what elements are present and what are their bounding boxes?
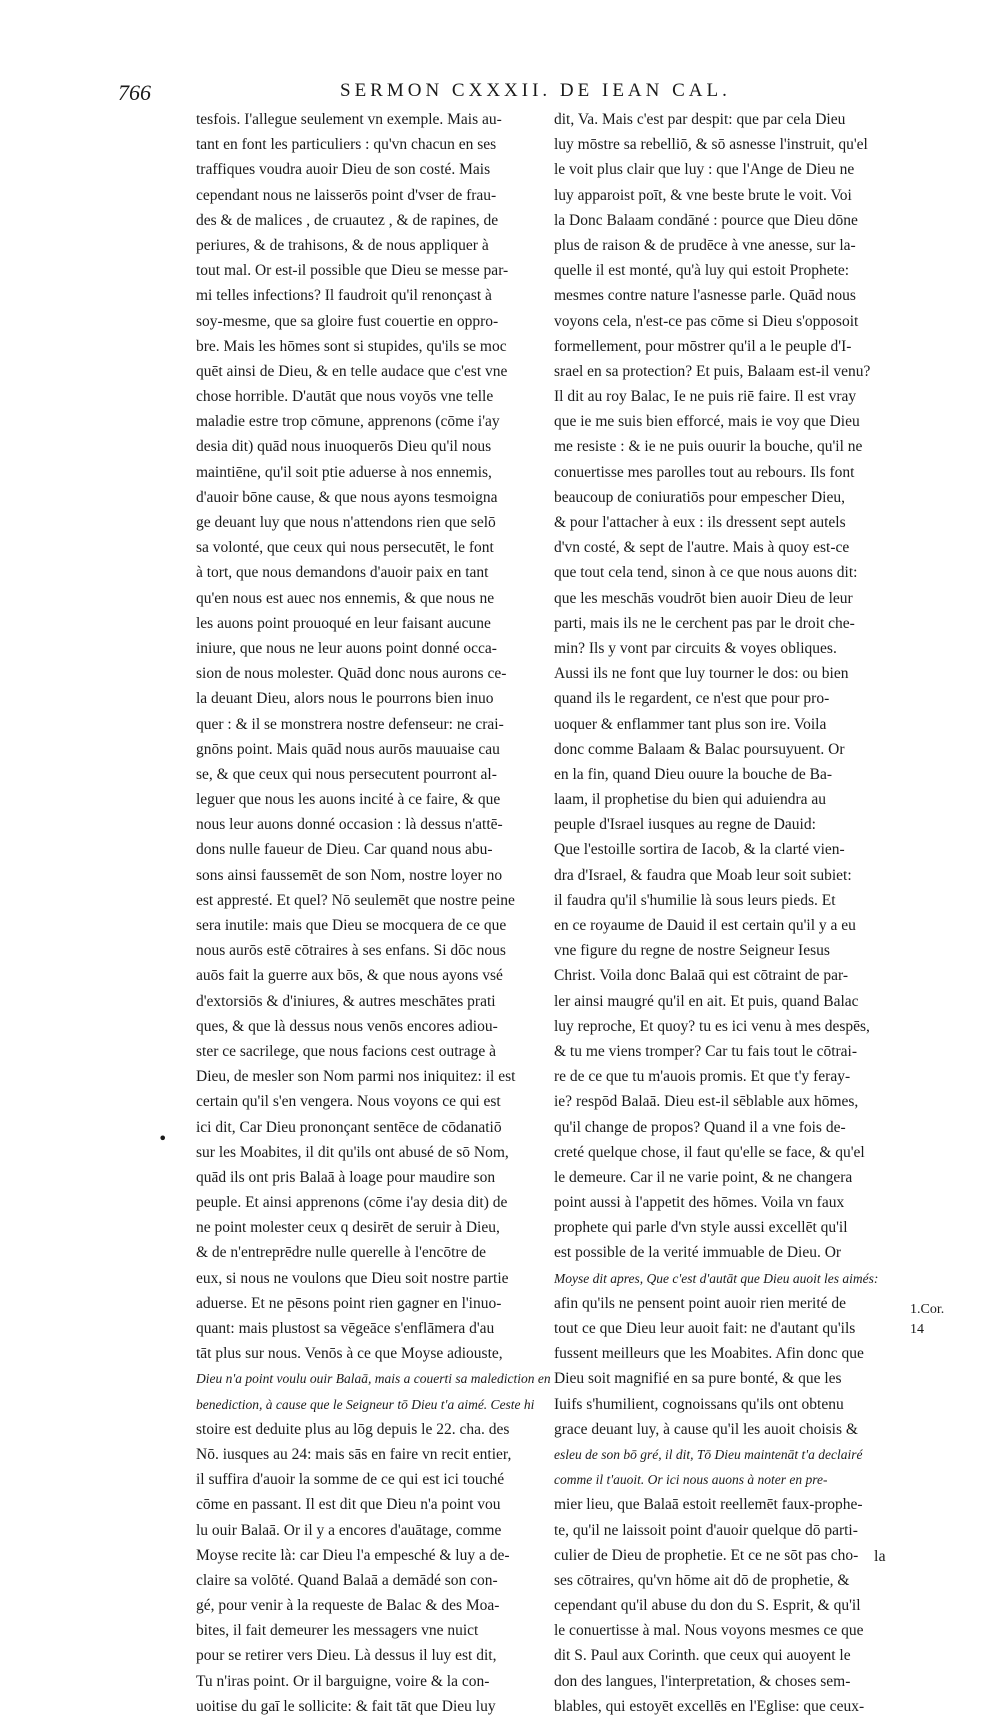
- text-line: periures, & de trahisons, & de nous appliquer à: [196, 236, 489, 254]
- text-line: min? Ils y vont par circuits & voyes obliques.: [554, 639, 837, 657]
- text-line: dons nulle faueur de Dieu. Car quand nous abu-: [196, 841, 493, 859]
- text-line: beaucoup de coniuratiōs pour empescher Dieu,: [554, 488, 845, 506]
- text-line: tesfois. I'allegue seulement vn exemple. Mais au-: [196, 111, 502, 128]
- text-line: d'vn costé, & sept de l'autre. Mais à quoy est-ce: [554, 539, 850, 557]
- text-line: sons ainsi faussemēt de son Nom, nostre loyer no: [196, 866, 503, 884]
- text-line: ses cōtraires, qu'vn hōme ait dō de prophetie, &: [554, 1571, 850, 1589]
- text-line: iniure, que nous ne leur auons point donné occa-: [196, 639, 497, 657]
- text-line: point aussi à l'appetit des hōmes. Voila vn faux: [554, 1194, 845, 1212]
- text-line: claire sa volōté. Quand Balaā a demādé son con-: [196, 1571, 498, 1589]
- text-line: uoitise du gaī le sollicite: & fait tāt que Dieu luy: [196, 1697, 496, 1715]
- text-line: le conuertisse à mal. Nous voyons mesmes ce que: [554, 1622, 864, 1640]
- text-line: tout ce que Dieu leur auoit fait: ne d'autant qu'ils: [554, 1320, 856, 1337]
- right-text-column: [554, 107, 914, 1719]
- text-line: peuple. Et ainsi apprenons (cōme i'ay desia dit) de: [196, 1194, 508, 1212]
- text-line: est possible de la verité immuable de Dieu. Or: [554, 1244, 842, 1262]
- text-line: voyons cela, n'est-ce pas cōme si Dieu s'opposoit: [554, 312, 859, 330]
- text-line: maintiēne, qu'il soit ptie aduerse à nos ennemis,: [196, 463, 492, 481]
- text-line: cōme en passant. Il est dit que Dieu n'a point vou: [196, 1496, 501, 1514]
- text-line: quēt ainsi de Dieu, & en telle audace que c'est vne: [196, 362, 508, 380]
- text-line: le demeure. Car il ne varie point, & ne changera: [554, 1168, 853, 1186]
- text-line: les auons point prouoqué en leur faisant aucune: [196, 614, 491, 632]
- text-line: nous leur auons donné occasion : là dessus n'attē-: [196, 816, 503, 834]
- text-line: mi telles infections? Il faudroit qu'il renonçast à: [196, 287, 492, 305]
- text-line: ques, & que là dessus nous venōs encores adiou-: [196, 1017, 498, 1035]
- text-line: desia dit) quād nous inuoquerōs Dieu qu'il nous: [196, 438, 492, 456]
- text-line: gnōns point. Mais quād nous aurōs mauuaise cau: [196, 740, 500, 758]
- text-line: Tu n'iras point. Or il barguigne, voire & la con-: [196, 1672, 490, 1690]
- text-line: d'auoir bōne cause, & que nous ayons tesmoigna: [196, 488, 498, 506]
- left-text-column: [196, 107, 551, 1719]
- text-line: donc comme Balaam & Balac poursuyuent. Or: [554, 740, 845, 758]
- text-line: dit S. Paul aux Corinth. que ceux qui auoyent le: [554, 1647, 851, 1665]
- text-line: traffiques voudra auoir Dieu de son costé. Mais: [196, 161, 491, 179]
- text-line: Christ. Voila donc Balaā qui est cōtraint de par-: [554, 967, 848, 985]
- text-line: & de n'entreprēdre nulle querelle à l'encōtre de: [196, 1244, 487, 1262]
- text-line: pour se retirer vers Dieu. Là dessus il luy est dit,: [196, 1647, 497, 1665]
- text-line: uoquer & enflammer tant plus son ire. Voila: [554, 715, 827, 733]
- text-line: quand ils le regardent, ce n'est que pour pro-: [554, 690, 830, 708]
- text-line: à tort, que nous demandons d'auoir paix en tant: [196, 564, 489, 582]
- text-line: que les meschās voudrōt bien auoir Dieu de leur: [554, 589, 853, 607]
- text-line: srael en sa protection? Et puis, Balaam est-il venu?: [554, 362, 871, 380]
- text-line: quer : & il se monstrera nostre defenseur: ne crai-: [196, 715, 504, 733]
- text-line: afin qu'ils ne pensent point auoir rien merité de: [554, 1294, 847, 1312]
- text-line: & tu me viens tromper? Car tu fais tout le cōtrai-: [554, 1042, 858, 1060]
- text-line: ster ce sacrilege, que nous facions cest outrage à: [196, 1042, 496, 1060]
- text-line: gé, pour venir à la requeste de Balac & des Moa-: [196, 1597, 500, 1615]
- text-line: Nō. iusques au 24: mais sās en faire vn recit entier,: [196, 1445, 512, 1463]
- page-number: 766: [118, 80, 151, 105]
- text-line: leguer que nous les auons incité à ce faire, & que: [196, 791, 501, 809]
- text-line: qu'en nous est auec nos ennemis, & que nous ne: [196, 589, 495, 607]
- text-line: ler ainsi maugré qu'il en ait. Et puis, quand Balac: [554, 992, 859, 1010]
- text-line: luy reproche, Et quoy? tu es ici venu à mes despēs,: [554, 1017, 870, 1035]
- text-line: plus de raison & de prudēce à vne anesse, sur la-: [554, 236, 856, 254]
- text-line: sa volonté, que ceux qui nous persecutēt, le font: [196, 539, 494, 557]
- text-line: la Donc Balaam condāné : pource que Dieu dōne: [554, 211, 858, 229]
- text-line: quelle il est monté, qu'à luy qui estoit Prophete:: [554, 262, 850, 280]
- text-line: ie? respōd Balaā. Dieu est-il sēblable aux hōmes,: [554, 1093, 859, 1111]
- text-line: sur les Moabites, il dit qu'ils ont abusé de sō Nom,: [196, 1143, 509, 1161]
- text-line: Iuifs s'humilient, cognoissans qu'ils ont obtenu: [554, 1395, 844, 1413]
- text-line: culier de Dieu de prophetie. Et ce ne sōt pas cho-: [554, 1546, 859, 1564]
- text-line: ge deuant luy que nous n'attendons rien que selō: [196, 514, 496, 531]
- text-line: prophete qui parle d'vn style aussi excellēt qu'il: [554, 1219, 848, 1237]
- catchword: la: [874, 1548, 886, 1565]
- text-line: que tout cela tend, sinon à ce que nous auons dit:: [554, 564, 858, 582]
- text-line: ici dit, Car Dieu prononçant sentēce de cōdanatiō: [196, 1118, 502, 1136]
- text-line: stoire est deduite plus au lōg depuis le 22. cha. des: [196, 1420, 510, 1438]
- text-line: me resiste : & ie ne puis ouurir la bouche, qu'il ne: [554, 438, 863, 456]
- text-line: parti, mais ils ne le cerchent pas par le droit che-: [554, 614, 855, 632]
- text-line: comme il t'auoit. Or ici nous auons à noter en pre-: [554, 1472, 828, 1488]
- text-line: Que l'estoille sortira de Iacob, & la clarté vien-: [554, 841, 845, 859]
- margin-mark: •: [158, 1129, 168, 1148]
- text-line: il suffira d'auoir la somme de ce qui est ici touché: [196, 1471, 505, 1489]
- text-line: Dieu, de mesler son Nom parmi nos iniquitez: il est: [196, 1068, 516, 1086]
- text-line: il faudra qu'il s'humilie là sous leurs pieds. Et: [554, 891, 836, 909]
- margin-note: 1.Cor. 14: [910, 1302, 945, 1337]
- text-line: d'extorsiōs & d'iniures, & autres meschātes prati: [196, 992, 496, 1010]
- text-line: auōs fait la guerre aux bōs, & que nous ayons vsé: [196, 967, 503, 985]
- text-line: maladie estre trop cōmune, apprenons (cōme i'ay: [196, 413, 500, 431]
- text-line: Moyse dit apres, Que c'est d'autāt que Dieu auoit les aimés:: [554, 1270, 879, 1286]
- text-line: luy mōstre sa rebelliō, & sō asnesse l'instruit, qu'el: [554, 136, 868, 154]
- text-line: cependant qu'il abuse du don du S. Esprit, & qu'il: [554, 1597, 861, 1615]
- text-line: te, qu'il ne laissoit point d'auoir quelque dō parti-: [554, 1521, 858, 1539]
- text-line: que ie me suis bien efforcé, mais ie voy que Dieu: [554, 413, 860, 431]
- text-line: en la fin, quand Dieu ouure la bouche de Ba-: [554, 765, 833, 783]
- text-line: Il dit au roy Balac, Ie ne puis riē faire. Il est vray: [554, 388, 857, 406]
- text-line: est appresté. Et quel? Nō seulemēt que nostre peine: [196, 891, 515, 909]
- text-line: ne point molester ceux q desirēt de seruir à Dieu,: [196, 1219, 500, 1237]
- text-line: don des langues, l'interpretation, & choses sem-: [554, 1672, 851, 1690]
- text-line: quant: mais plustost sa vēgeāce s'enflāmera d'au: [196, 1320, 495, 1337]
- text-line: luy apparoist poīt, & vne beste brute le voit. Voi: [554, 186, 852, 204]
- text-line: creté quelque chose, il faut qu'elle se face, & qu'el: [554, 1143, 865, 1161]
- text-line: sera inutile: mais que Dieu se mocquera de ce que: [196, 917, 507, 934]
- text-line: tant en font les particuliers : qu'vn chacun en ses: [196, 136, 497, 154]
- text-line: formellement, pour mōstrer qu'il a le peuple d'I-: [554, 337, 852, 355]
- text-line: cependant nous ne laisserōs point d'vser de frau-: [196, 186, 497, 204]
- text-line: soy-mesme, que sa gloire fust couertie en oppro-: [196, 312, 499, 330]
- text-line: Aussi ils ne font que luy tourner le dos: ou bien: [554, 665, 849, 683]
- text-line: & pour l'attacher à eux : ils dressent sept autels: [554, 514, 846, 531]
- running-head: SERMON CXXXII. DE IEAN CAL.: [340, 80, 731, 101]
- text-line: se, & que ceux qui nous persecutent pourront al-: [196, 765, 497, 783]
- text-line: grace deuant luy, à cause qu'il les auoit choisis &: [554, 1420, 858, 1438]
- text-line: dra d'Israel, & faudra que Moab leur soit subiet:: [554, 866, 852, 884]
- text-line: peuple d'Israel iusques au regne de Dauid:: [554, 816, 816, 834]
- text-line: chose horrible. D'autāt que nous voyōs vne telle: [196, 388, 494, 406]
- text-line: bre. Mais les hōmes sont si stupides, qu'ils se moc: [196, 337, 507, 355]
- text-line: Dieu soit magnifié en sa pure bonté, & que les: [554, 1370, 842, 1388]
- text-line: quād ils ont pris Balaā à loage pour maudire son: [196, 1168, 496, 1186]
- text-line: laam, il prophetise du bien qui aduiendra au: [554, 791, 827, 809]
- text-line: des & de malices , de cruautez , & de rapines, de: [196, 211, 499, 229]
- text-line: lu ouir Balaā. Or il y a encores d'auātage, comme: [196, 1521, 502, 1539]
- text-line: esleu de son bō gré, il dit, Tō Dieu maintenāt t'a declairé: [554, 1446, 863, 1462]
- text-line: la deuant Dieu, alors nous le pourrons bien inuo: [196, 690, 494, 708]
- text-line: certain qu'il s'en vengera. Nous voyons ce qui est: [196, 1093, 501, 1111]
- text-line: tout mal. Or est-il possible que Dieu se messe par-: [196, 262, 509, 280]
- text-line: mier lieu, que Balaā estoit reellemēt faux-prophe-: [554, 1496, 863, 1514]
- text-line: le voit plus clair que luy : que l'Ange de Dieu ne: [554, 161, 855, 179]
- text-line: blables, qui estoyēt excellēs en l'Eglise: que ceux-: [554, 1697, 865, 1715]
- text-line: Moyse recite là: car Dieu l'a empesché & luy a de-: [196, 1546, 510, 1564]
- text-line: vne figure du regne de nostre Seigneur Iesus: [554, 942, 830, 960]
- text-line: en ce royaume de Dauid il est certain qu'il y a eu: [554, 917, 856, 934]
- text-line: fussent meilleurs que les Moabites. Afin donc que: [554, 1345, 864, 1363]
- text-line: nous aurōs estē cōtraires à ses enfans. Si dōc nous: [196, 942, 506, 960]
- text-line: benediction, à cause que le Seigneur tō Dieu t'a aimé. Ceste hi: [196, 1396, 535, 1412]
- text-line: sion de nous molester. Quād donc nous aurons ce-: [196, 665, 507, 683]
- text-line: conuertisse mes parolles tout au rebours. Ils font: [554, 463, 855, 481]
- text-line: bites, il fait demeurer les messagers vne nuict: [196, 1622, 479, 1640]
- text-line: eux, si nous ne voulons que Dieu soit nostre partie: [196, 1269, 509, 1287]
- text-line: Dieu n'a point voulu ouir Balaā, mais a couerti sa malediction en: [196, 1371, 551, 1387]
- text-line: re de ce que tu m'auois promis. Et que t'y feray-: [554, 1068, 851, 1086]
- text-line: tāt plus sur nous. Venōs à ce que Moyse adiouste,: [196, 1345, 503, 1363]
- text-line: mesmes contre nature l'asnesse parle. Quād nous: [554, 287, 856, 305]
- text-line: qu'il change de propos? Quand il a vne fois de-: [554, 1118, 846, 1136]
- text-line: dit, Va. Mais c'est par despit: que par cela Dieu: [554, 111, 846, 128]
- text-line: aduerse. Et ne pēsons point rien gagner en l'inuo-: [196, 1294, 502, 1312]
